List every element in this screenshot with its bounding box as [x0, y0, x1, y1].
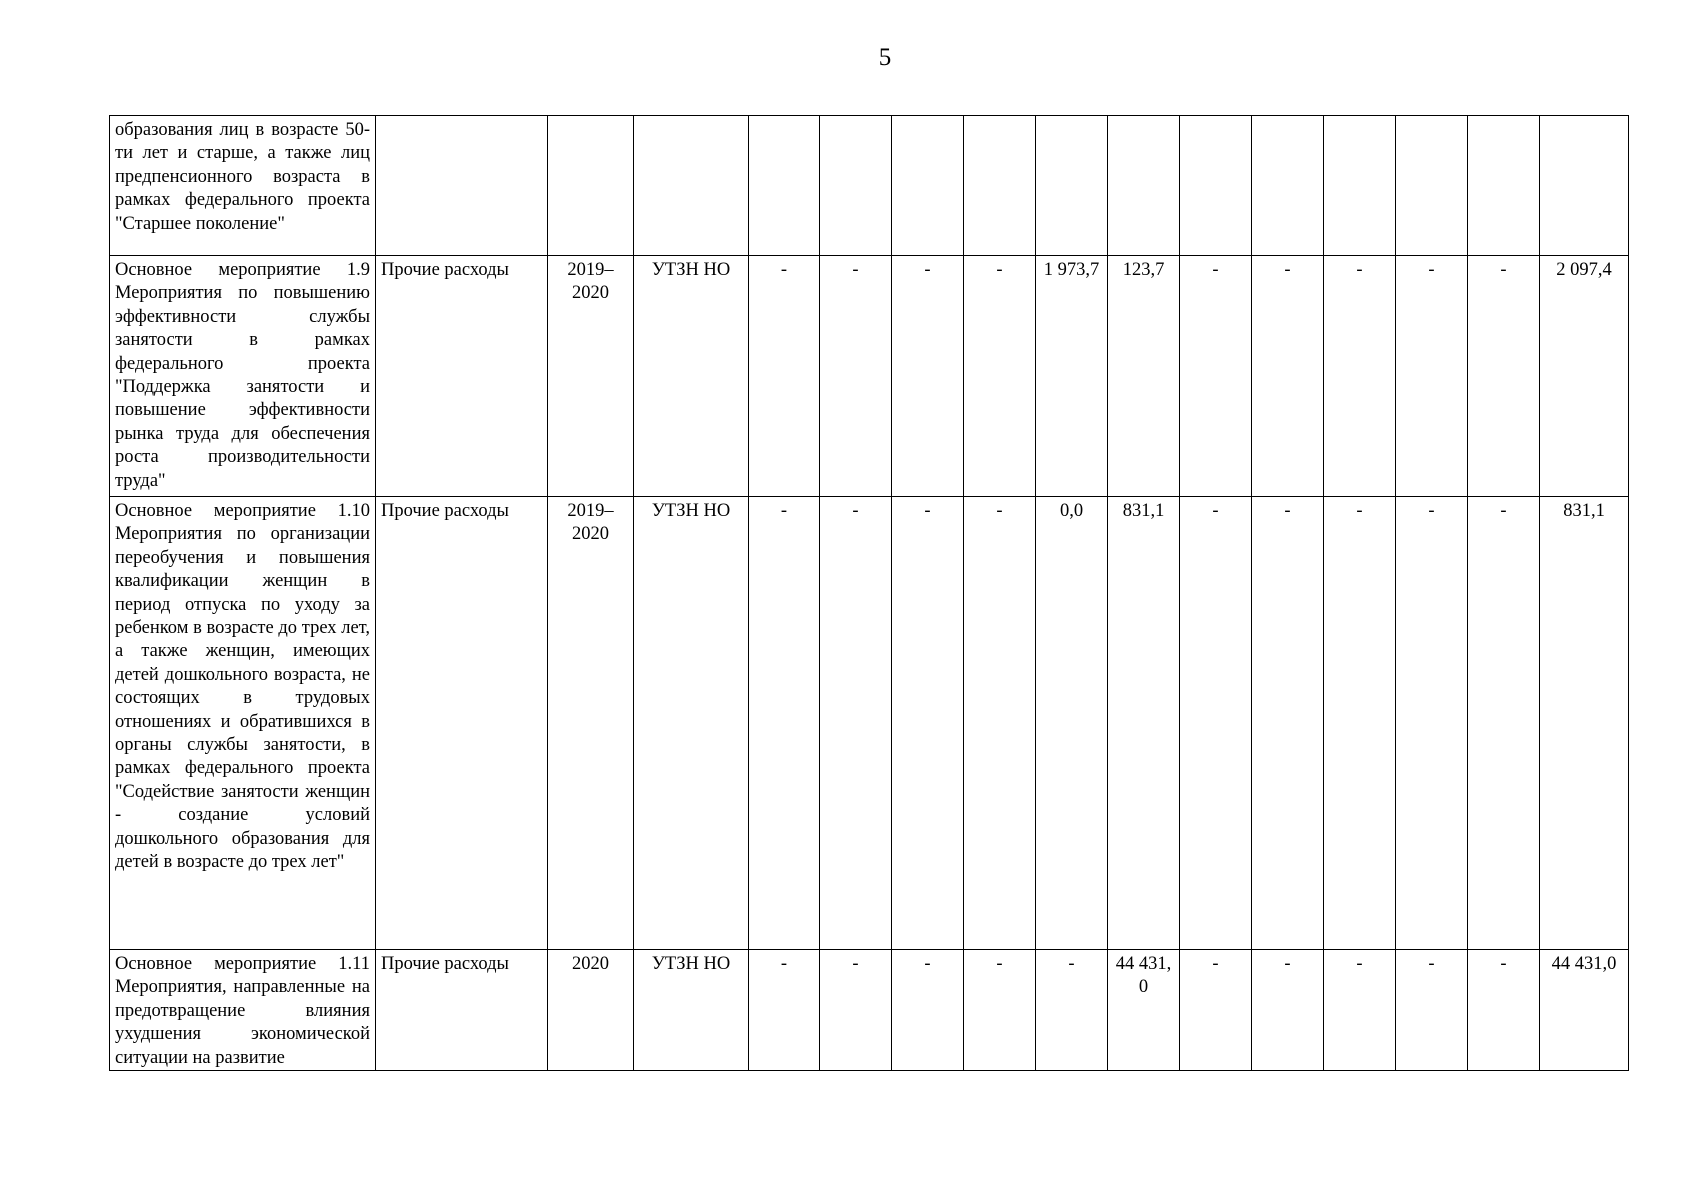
value-cell: - [1180, 497, 1252, 950]
value-cell: - [1252, 256, 1324, 497]
expense-type [376, 116, 548, 256]
value-cell: 0,0 [1036, 497, 1108, 950]
value-cell [749, 116, 820, 256]
value-cell: - [892, 950, 964, 1071]
value-cell [1252, 116, 1324, 256]
expense-type: Прочие расходы [376, 497, 548, 950]
value-cell: - [749, 950, 820, 1071]
expense-type: Прочие расходы [376, 256, 548, 497]
executor [634, 116, 749, 256]
value-cell: - [1468, 497, 1540, 950]
value-cell [820, 116, 892, 256]
value-cell: - [1396, 950, 1468, 1071]
value-cell [1324, 116, 1396, 256]
table-row [110, 497, 1629, 950]
table-row [110, 116, 1629, 256]
value-cell: - [1324, 256, 1396, 497]
value-cell: - [1252, 497, 1324, 950]
value-cell: - [1324, 497, 1396, 950]
value-cell [1396, 116, 1468, 256]
total-cell: 831,1 [1540, 497, 1629, 950]
period: 2020 [548, 950, 634, 1071]
executor: УТЗН НО [634, 950, 749, 1071]
table-row [110, 950, 1629, 1071]
value-cell: - [1180, 950, 1252, 1071]
budget-table [109, 115, 1629, 1071]
value-cell [1036, 116, 1108, 256]
value-cell: - [820, 950, 892, 1071]
value-cell [1468, 116, 1540, 256]
value-cell: - [1468, 950, 1540, 1071]
value-cell: - [1036, 950, 1108, 1071]
value-cell: - [749, 256, 820, 497]
value-cell: - [1324, 950, 1396, 1071]
value-cell: - [820, 256, 892, 497]
value-cell: - [1252, 950, 1324, 1071]
total-cell: 44 431,0 [1540, 950, 1629, 1071]
value-cell: 831,1 [1108, 497, 1180, 950]
executor: УТЗН НО [634, 497, 749, 950]
value-cell: - [1468, 256, 1540, 497]
period: 2019– 2020 [548, 497, 634, 950]
value-cell: - [964, 256, 1036, 497]
period: 2019– 2020 [548, 256, 634, 497]
value-cell: - [964, 950, 1036, 1071]
value-cell: - [749, 497, 820, 950]
value-cell [964, 116, 1036, 256]
value-cell: - [1396, 497, 1468, 950]
value-cell: 44 431,0 [1108, 950, 1180, 1071]
period [548, 116, 634, 256]
table-row [110, 256, 1629, 497]
activity-name: Основное мероприятие 1.11 Мероприятия, направленные на предотвращение влияния ухудшения экономической ситуации на развитие [110, 950, 376, 1071]
value-cell: - [892, 256, 964, 497]
activity-name: Основное мероприятие 1.9 Мероприятия по повышению эффективности службы занятости в рамках федерального проекта "Поддержка занятости и повышение эффективности рынка труда для обеспечения роста производительности труда" [110, 256, 376, 497]
total-cell [1540, 116, 1629, 256]
activity-name: образования лиц в возрасте 50-ти лет и старше, а также лиц предпенсионного возраста в рамках федерального проекта "Старшее поколение" [110, 116, 376, 256]
value-cell: - [1396, 256, 1468, 497]
value-cell [1180, 116, 1252, 256]
value-cell [892, 116, 964, 256]
value-cell: - [964, 497, 1036, 950]
value-cell: - [892, 497, 964, 950]
value-cell: 1 973,7 [1036, 256, 1108, 497]
expense-type: Прочие расходы [376, 950, 548, 1071]
value-cell [1108, 116, 1180, 256]
activity-name: Основное мероприятие 1.10 Мероприятия по организации переобучения и повышения квалификации женщин в период отпуска по уходу за ребенком в возрасте до трех лет, а также женщин, имеющих детей дошкольного возраста, не состоящих в трудовых отношениях и обратившихся в органы службы занятости, в рамках федерального проекта "Содействие занятости женщин - создание условий дошкольного образования для детей в возрасте до трех лет" [110, 497, 376, 950]
value-cell: - [820, 497, 892, 950]
page-number: 5 [878, 44, 892, 71]
executor: УТЗН НО [634, 256, 749, 497]
value-cell: 123,7 [1108, 256, 1180, 497]
value-cell: - [1180, 256, 1252, 497]
total-cell: 2 097,4 [1540, 256, 1629, 497]
